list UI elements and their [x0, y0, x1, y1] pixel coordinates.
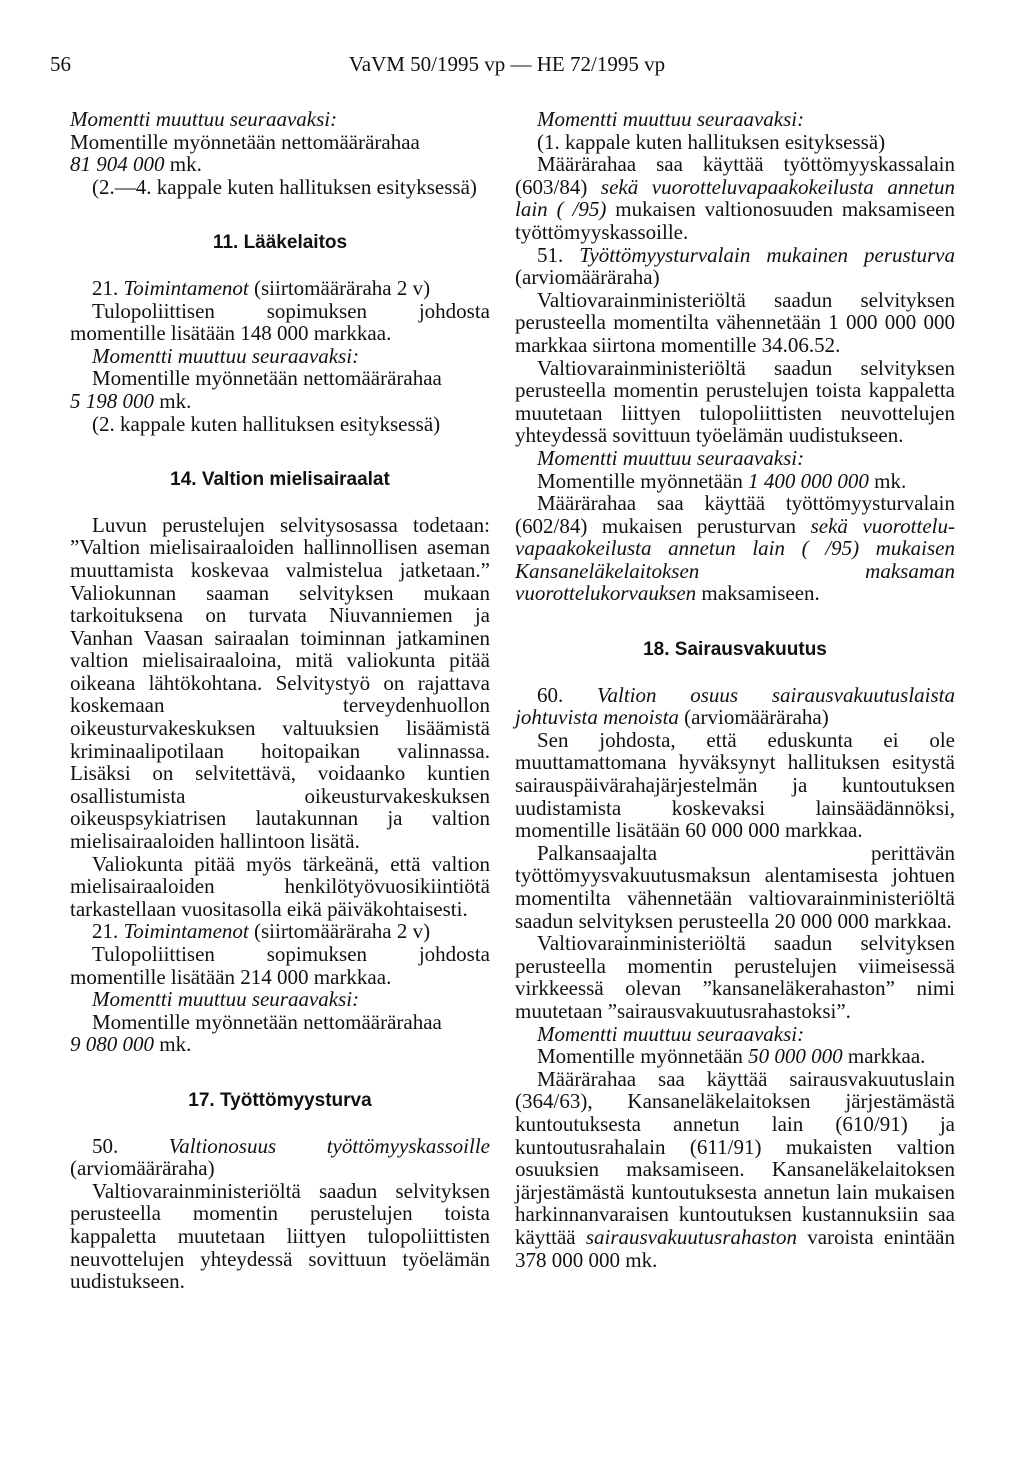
section-text: Tulopoliittisen sopimuksen johdosta momentille lisätään 214 000 markkaa.	[70, 942, 490, 989]
paragraph: Valiokunta pitää myös tärkeänä, että valtion mielisairaaloiden henkilötyövuosikiintiötä tarkastellaan vuositasolla eikä päiväkohtaisesti.	[70, 851, 490, 921]
momentti-label: Momentti muuttuu seuraavaksi:	[537, 1021, 805, 1046]
page-number: 56	[50, 52, 71, 76]
section-type: (siirtomääräraha 2 v)	[248, 275, 431, 300]
paragraph	[515, 153, 955, 243]
grant-amount: 1 400 000 000	[748, 468, 869, 493]
grant-label: Momentille myönnetään	[537, 468, 749, 493]
section-21-heading	[70, 277, 490, 300]
paragraph	[515, 492, 955, 605]
section-21-heading	[70, 920, 490, 943]
right-column	[515, 108, 955, 1271]
momentti-label: Momentti muuttuu seuraavaksi:	[70, 107, 338, 131]
section-text: Tulopoliittisen sopimuksen johdosta momentille lisätään 148 000 markkaa.	[70, 298, 490, 346]
document-title: VaVM 50/1995 vp — HE 72/1995 vp	[348, 52, 666, 76]
grant-unit: mk.	[164, 152, 202, 177]
paragraph	[515, 1068, 955, 1271]
section-number: 21.	[92, 275, 124, 300]
heading-11: 11. Lääkelaitos	[212, 232, 348, 254]
grant-label: Momentille myönnetään nettomäärärahaa	[92, 1009, 442, 1034]
paragraph: Valtiovarainministeriöltä saadun selvityksen perusteella momentin perustelujen viimeisessä virkkeessä olevan ”kansaneläkerahaston” nimi muutetaan ”sairausvakuutusrahastoksi”.	[515, 931, 955, 1023]
text-run: maksamiseen.	[696, 581, 820, 606]
text-run: Määrärahaa saa käyttää sairausvakuutuslain (364/63), Kansaneläkelaitoksen järjestämästä kuntoutuksesta annetun lain (610/91) ja kuntoutusrahalain (611/91) mukaisten valtion osuuksien maksamiseen. Kansaneläkelaitoksen järjestämästä kuntoutuksesta annetun lain mukaisen harkinnanvaraisen kuntoutuksen kustannuksiin saa käyttää	[515, 1066, 955, 1249]
grant-unit: mk.	[154, 1032, 192, 1057]
grant-line	[515, 470, 955, 493]
section-type: (arviomääräraha)	[515, 265, 660, 290]
section-type: (siirtomääräraha 2 v)	[248, 919, 431, 944]
text-run-italic: sairausvakuutusrahaston	[585, 1224, 798, 1249]
paragraph: Palkansaajalta perittävän työttömyysvakuutusmaksun alentamisesta johtuen momentilta vähennetään valtiovarainministeriöltä saadun selvityksen perusteella 20 000 000 markkaa.	[515, 840, 955, 933]
text-run-italic: sekä vuorotteluvapaakokeilusta annetun lain ( /95)	[515, 174, 955, 222]
momentti-label: Momentti muuttuu seuraavaksi:	[92, 343, 360, 368]
text-run-italic: sekä vuorotteluvapaakokeilusta annetun lain ( /95) mukaisen Kansaneläkelaitoksen maksaman vuorottelukorvauksen	[515, 513, 955, 606]
grant-amount-line	[70, 153, 490, 176]
text-run: mukaisen valtionosuuden maksamiseen työttömyyskassoille.	[515, 197, 955, 244]
grant-unit: mk.	[154, 388, 192, 413]
section-type: (arviomääräraha)	[70, 1156, 215, 1181]
text-run: Määrärahaa saa käyttää työttömyyskassalain (603/84)	[515, 152, 955, 199]
momentti-label: Momentti muuttuu seuraavaksi:	[537, 107, 805, 131]
grant-amount: 9 080 000	[70, 1032, 154, 1057]
section-number: 51.	[537, 242, 580, 267]
grant-unit: mk.	[868, 468, 907, 493]
text-run: varoista enintään 378 000 000 mk.	[515, 1224, 955, 1272]
grant-unit: markkaa.	[842, 1044, 926, 1069]
grant-label: Momentille myönnetään nettomäärärahaa	[70, 129, 420, 154]
section-number: 60.	[537, 682, 597, 707]
section-title: Valtion osuus sairausvakuutuslaista johtuvista menoista	[515, 682, 956, 730]
left-column	[70, 108, 490, 1293]
paragraph: Valtiovarainministeriöltä saadun selvityksen perusteella momentilta vähennetään 1 000 000 000 markkaa siirtona momentille 34.06.52.	[515, 287, 955, 357]
section-number: 21.	[92, 919, 124, 944]
grant-text	[70, 131, 490, 154]
paragraph-note: (1. kappale kuten hallituksen esityksessä)	[537, 129, 886, 154]
paragraph: Luvun perustelujen selvitysosassa todetaan: ”Valtion mielisairaaloiden hallinnollisen aseman muuttamista koskevaa valmistelua jatketaan.” Valiokunnan saaman selvityksen mukaan tarkoituksena on turvata Niuvanniemen ja Vanhan Vaasan sairaalan toiminnan jatkaminen valtion mielisairaaloina, mitä valiokunta pitää oikeana lähtökohtana. Selvitystyö on rajattava koskemaan terveydenhuollon oikeusturvakeskuksen valtuuksien lisäämistä kriminaalipotilaan hoitopaikan valinnassa. Lisäksi on selvitettävä, voidaanko kuntien osallistumista oikeusturvakeskuksen oikeuspsykiatrisen lautakunnan ja valtion mielisairaaloiden hallintoon lisätä.	[70, 512, 490, 854]
section-60-heading	[515, 684, 955, 729]
heading-17: 17. Työttömyysturva	[188, 1089, 372, 1111]
section-50-heading	[70, 1135, 490, 1180]
section-title: Valtionosuus työttömyyskassoille	[168, 1133, 490, 1158]
grant-amount: 50 000 000	[748, 1044, 843, 1069]
paragraph: Sen johdosta, että eduskunta ei ole muuttamattomana hyväksynyt hallituksen esitystä sairauspäivärahajärjestelmän ja kuntoutuksen uudistamista koskevaksi lainsäädännöksi, momentille lisätään 60 000 000 markkaa.	[515, 727, 955, 843]
paragraph: Valtiovarainministeriöltä saadun selvityksen perusteella momentin perustelujen toista kappaletta muutetaan liittyen tulopoliittisten neuvottelujen yhteydessä sovittuun työelämän uudistukseen.	[515, 355, 955, 448]
section-number: 50.	[92, 1133, 169, 1158]
grant-amount-line	[70, 1033, 490, 1056]
momentti-label: Momentti muuttuu seuraavaksi:	[92, 987, 360, 1012]
grant-amount: 81 904 000	[70, 152, 165, 177]
section-51-heading	[515, 244, 955, 289]
section-title: Työttömyysturvalain mukainen perusturva	[579, 242, 955, 267]
heading-18: 18. Sairausvakuutus	[643, 639, 827, 661]
grant-label: Momentille myönnetään nettomäärärahaa	[92, 366, 442, 391]
momentti-label: Momentti muuttuu seuraavaksi:	[537, 445, 805, 470]
section-type: (arviomääräraha)	[678, 705, 829, 730]
grant-amount-line	[70, 390, 490, 413]
grant-line	[515, 1045, 955, 1068]
section-title: Toimintamenot	[123, 275, 249, 300]
grant-amount: 5 198 000	[70, 388, 154, 413]
text-run: Määrärahaa saa käyttää työttömyysturvalain (602/84) mukaisen perusturvan	[515, 491, 955, 538]
paragraph-note: (2.—4. kappale kuten hallituksen esityksessä)	[92, 174, 477, 199]
section-text: Valtiovarainministeriöltä saadun selvityksen perusteella momentin perustelujen toista kappaletta muutetaan liittyen tulopoliittisten neuvottelujen yhteydessä sovittuun työelämän uudistukseen.	[70, 1178, 490, 1294]
heading-14: 14. Valtion mielisairaalat	[170, 469, 390, 491]
section-title: Toimintamenot	[123, 919, 249, 944]
grant-label: Momentille myönnetään	[537, 1044, 749, 1069]
paragraph-note: (2. kappale kuten hallituksen esityksessä)	[92, 411, 441, 436]
page-header	[50, 52, 964, 80]
